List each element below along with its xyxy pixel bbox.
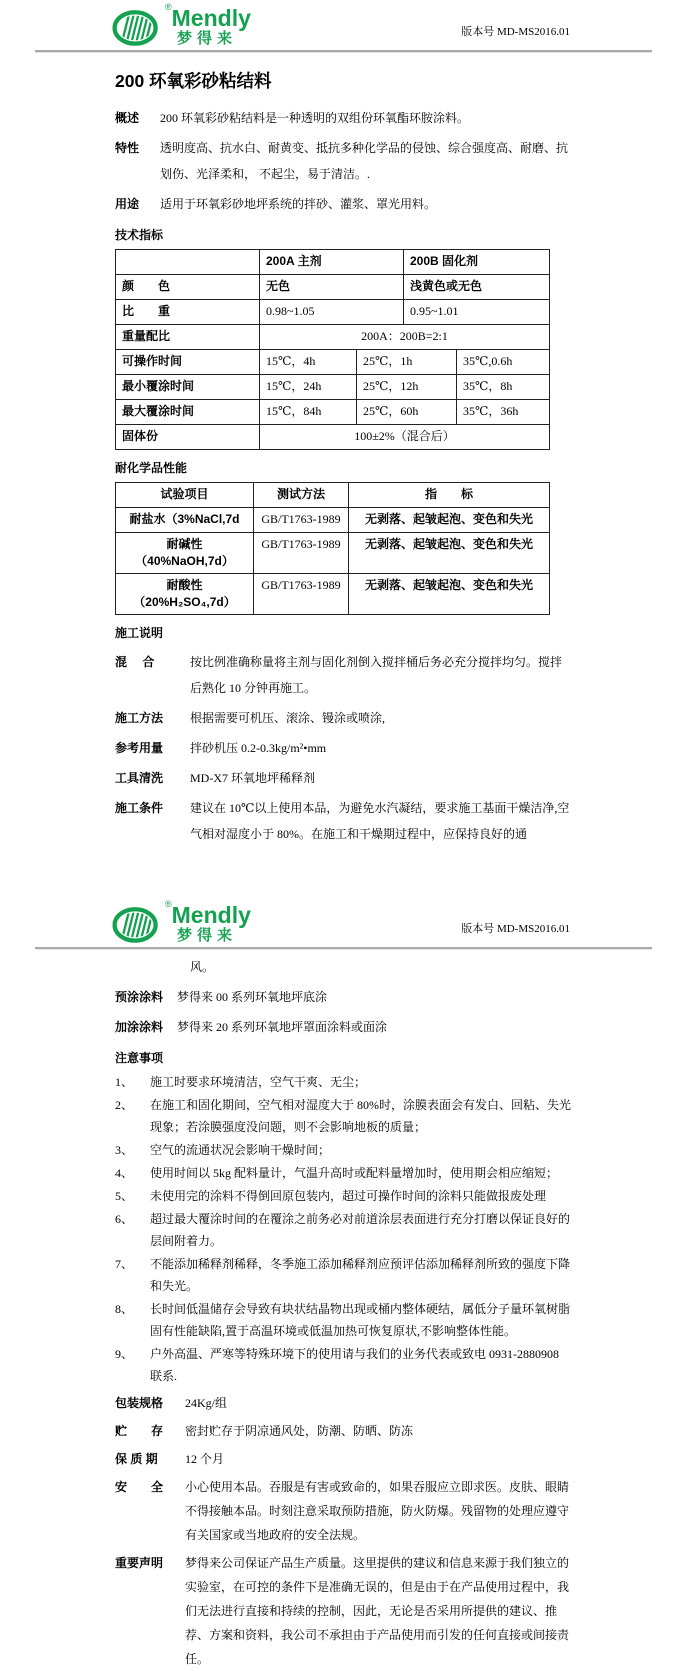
table-cell: GB/T1763-1989	[253, 533, 348, 573]
notes-heading: 注意事项	[115, 1051, 164, 1065]
table-row	[116, 324, 549, 349]
construction-heading: 施工说明	[115, 626, 164, 640]
condition-row	[115, 795, 572, 847]
table-row	[116, 250, 549, 274]
table-cell: 固体份	[122, 429, 159, 443]
table-cell: 0.95~1.01	[403, 300, 549, 324]
shelf-life-label: 保 质 期	[115, 1452, 158, 1466]
table-header-row	[116, 483, 549, 507]
note-text: 超过最大覆涂时间的在覆涂之前务必对前道涂层表面进行充分打磨以保证良好的层间附着力。	[150, 1212, 571, 1248]
table-cell: 颜 色	[122, 279, 171, 293]
page-title: 200 环氧彩砂粘结料	[115, 71, 272, 91]
table-cell: 无剥落、起皱起泡、变色和失光	[348, 574, 549, 614]
topcoat-row	[115, 1014, 572, 1040]
table-cell: 无色	[259, 275, 403, 299]
brand-text	[165, 2, 251, 47]
feature-label: 特性	[115, 141, 140, 155]
note-item	[115, 1208, 572, 1252]
tech-spec-table	[115, 249, 550, 450]
brand-text	[165, 899, 251, 944]
table-cell: 35℃,0.6h	[456, 350, 549, 374]
precoat-row	[115, 984, 572, 1010]
brand-name-cn: 梦得来	[177, 927, 238, 944]
header-rule	[35, 947, 652, 950]
feature-row	[115, 135, 572, 187]
disclaimer-text: 梦得来公司保证产品生产质量。这里提供的建议和信息来源于我们独立的实验室，在可控的条件下是准确无误的，但是由于在产品使用过程中，我们无法进行直接和持续的控制，因此，无论是否采用所提供的建议、推荐、方案和资料，我公司不承担由于产品使用而引发的任何直接或间接责任。	[185, 1556, 570, 1666]
note-number: 3、	[115, 1143, 134, 1157]
note-item	[115, 1185, 572, 1207]
tool-clean-label: 工具清洗	[115, 771, 164, 785]
usage-text: 适用于环氧彩砂地坪系统的拌砂、灌浆、罩光用料。	[160, 197, 437, 211]
shelf-life-text: 12 个月	[185, 1452, 225, 1466]
table-cell: 200A 主剂	[259, 250, 403, 274]
chem-resist-table	[115, 482, 550, 615]
table-cell: 指 标	[348, 483, 549, 507]
table-cell: 100±2%（混合后）	[259, 425, 549, 449]
mendly-logo-icon	[112, 904, 162, 944]
table-cell: 15℃，24h	[259, 375, 356, 399]
table-cell: 测试方法	[253, 483, 348, 507]
continuation-row	[115, 954, 572, 980]
precoat-label: 预涂涂料	[115, 990, 164, 1004]
table-cell: 最小覆涂时间	[122, 379, 195, 393]
version-label: 版本号 MD-MS2016.01	[461, 26, 570, 38]
note-item	[115, 1094, 572, 1138]
overview-text: 200 环氧彩砂粘结料是一种透明的双组份环氧酯环胺涂料。	[160, 111, 470, 125]
usage-row	[115, 191, 572, 217]
table-cell	[116, 250, 259, 274]
table-cell: 200B 固化剂	[403, 250, 549, 274]
brand-name-en: Mendly	[171, 5, 251, 31]
safety-label: 安 全	[115, 1480, 164, 1494]
mixing-text: 按比例准确称量将主剂与固化剂倒入搅拌桶后务必充分搅拌均匀。搅拌后熟化 10 分钟再施工。	[190, 655, 563, 695]
note-text: 在施工和固化期间，空气相对湿度大于 80%时，涂膜表面会有发白、回粘、失光现象；若涂膜强度没问题，则不会影响地板的质量；	[150, 1098, 571, 1134]
overview-label: 概述	[115, 111, 140, 125]
package-row	[115, 1391, 572, 1415]
brand-logo	[112, 2, 251, 47]
table-cell: 最大覆涂时间	[122, 404, 195, 418]
brand-logo	[112, 899, 251, 944]
note-number: 7、	[115, 1257, 134, 1271]
safety-text: 小心使用本品。吞服是有害或致命的，如果吞服应立即求医。皮肤、眼睛不得接触本品。时刻注意采取预防措施，防火防爆。残留物的处理应遵守有关国家或当地政府的安全法规。	[185, 1480, 570, 1542]
table-cell: 耐盐水（3%NaCl,7d	[129, 512, 240, 526]
dosage-label: 参考用量	[115, 741, 164, 755]
note-number: 4、	[115, 1166, 134, 1180]
table-row	[116, 507, 549, 532]
note-number: 1、	[115, 1075, 134, 1089]
registered-mark: ®	[165, 899, 172, 909]
table-row	[116, 399, 549, 424]
header-rule	[35, 50, 652, 53]
note-item	[115, 1253, 572, 1297]
table-cell: 无剥落、起皱起泡、变色和失光	[348, 508, 549, 532]
dosage-text: 拌砂机压 0.2-0.3kg/m²•mm	[190, 741, 327, 755]
version-label: 版本号 MD-MS2016.01	[461, 923, 570, 935]
mendly-logo-icon	[112, 7, 162, 47]
package-label: 包装规格	[115, 1396, 164, 1410]
method-row	[115, 705, 572, 731]
disclaimer-row	[115, 1551, 572, 1671]
disclaimer-label: 重要声明	[115, 1556, 164, 1570]
note-text: 长时间低温储存会导致有块状结晶物出现或桶内整体硬结，属低分子量环氧树脂固有性能缺陷,置于高温环境或低温加热可恢复原状,不影响整体性能。	[150, 1302, 571, 1338]
package-text: 24Kg/组	[185, 1396, 228, 1410]
table-cell: 比 重	[122, 304, 171, 318]
page2-header	[0, 897, 687, 947]
table-row	[116, 424, 549, 449]
note-item	[115, 1343, 572, 1387]
storage-text: 密封贮存于阴凉通风处，防潮、防晒、防冻	[185, 1424, 414, 1438]
table-cell: 200A：200B=2:1	[259, 325, 549, 349]
table-cell: 耐碱性（40%NaOH,7d）	[135, 537, 234, 568]
table-row	[116, 349, 549, 374]
note-text: 使用时间以 5kg 配料量计，气温升高时或配料量增加时，使用期会相应缩短；	[150, 1166, 559, 1180]
table-cell: GB/T1763-1989	[253, 508, 348, 532]
tech-spec-heading: 技术指标	[115, 228, 164, 242]
note-text: 施工时要求环境清洁，空气干爽、无尘；	[150, 1075, 367, 1089]
table-cell: 可操作时间	[122, 354, 183, 368]
condition-label: 施工条件	[115, 801, 164, 815]
table-row	[116, 532, 549, 573]
method-label: 施工方法	[115, 711, 164, 725]
note-item	[115, 1139, 572, 1161]
table-cell: 0.98~1.05	[259, 300, 403, 324]
mixing-label: 混 合	[115, 655, 155, 669]
continuation-spacer	[115, 954, 190, 980]
table-cell: 耐酸性（20%H₂SO₄,7d）	[133, 578, 236, 609]
table-cell: 25℃，12h	[356, 375, 456, 399]
brand-name-cn: 梦得来	[177, 30, 238, 47]
table-cell: 25℃，60h	[356, 400, 456, 424]
page-gap	[0, 847, 687, 897]
topcoat-label: 加涂涂料	[115, 1020, 164, 1034]
shelf-life-row	[115, 1447, 572, 1471]
table-row	[116, 573, 549, 614]
chem-resist-heading: 耐化学品性能	[115, 461, 188, 475]
feature-text: 透明度高、抗水白、耐黄变、抵抗多种化学品的侵蚀、综合强度高、耐磨、抗划伤、光泽柔和， 不起尘，易于清洁。.	[160, 141, 569, 181]
safety-row	[115, 1475, 572, 1547]
note-text: 空气的流通状况会影响干燥时间；	[150, 1143, 331, 1157]
note-item	[115, 1298, 572, 1342]
method-text: 根据需要可机压、滚涂、镘涂或喷涂,	[190, 711, 386, 725]
note-text: 不能添加稀释剂稀释，冬季施工添加稀释剂应预评估添加稀释剂所致的强度下降和失光。	[150, 1257, 571, 1293]
table-cell: 15℃，4h	[259, 350, 356, 374]
note-item	[115, 1162, 572, 1184]
registered-mark: ®	[165, 2, 172, 12]
condition-text: 建议在 10℃以上使用本品，为避免水汽凝结，要求施工基面干燥洁净,空气相对湿度小于 80%。在施工和干燥期过程中，应保持良好的通	[190, 801, 570, 841]
mixing-row	[115, 649, 572, 701]
note-number: 9、	[115, 1347, 134, 1361]
note-number: 2、	[115, 1098, 134, 1112]
overview-row	[115, 105, 572, 131]
page-2	[0, 897, 687, 1671]
note-number: 5、	[115, 1189, 134, 1203]
table-cell: 重量配比	[122, 329, 171, 343]
table-row	[116, 374, 549, 399]
tool-clean-text: MD-X7 环氧地坪稀释剂	[190, 771, 315, 785]
note-text: 户外高温、严寒等特殊环境下的使用请与我们的业务代表或致电 0931-2880908 联系.	[150, 1347, 559, 1383]
table-cell: 15℃，84h	[259, 400, 356, 424]
brand-name-en: Mendly	[171, 902, 251, 928]
table-cell: 无剥落、起皱起泡、变色和失光	[348, 533, 549, 573]
table-cell: GB/T1763-1989	[253, 574, 348, 614]
note-item	[115, 1071, 572, 1093]
table-row	[116, 274, 549, 299]
table-cell: 25℃，1h	[356, 350, 456, 374]
note-text: 未使用完的涂料不得倒回原包装内，超过可操作时间的涂料只能做报废处理	[150, 1189, 547, 1203]
tool-clean-row	[115, 765, 572, 791]
storage-row	[115, 1419, 572, 1443]
page1-header	[0, 0, 687, 50]
note-number: 8、	[115, 1302, 134, 1316]
topcoat-text: 梦得来 20 系列环氧地坪罩面涂料或面涂	[177, 1020, 388, 1034]
table-cell: 浅黄色或无色	[403, 275, 549, 299]
dosage-row	[115, 735, 572, 761]
table-cell: 试验项目	[160, 487, 209, 501]
table-cell: 35℃，8h	[456, 375, 549, 399]
usage-label: 用途	[115, 197, 140, 211]
storage-label: 贮 存	[115, 1424, 164, 1438]
precoat-text: 梦得来 00 系列环氧地坪底涂	[177, 990, 328, 1004]
continuation-text: 风。	[190, 960, 215, 974]
table-row	[116, 299, 549, 324]
table-cell: 35℃，36h	[456, 400, 549, 424]
note-number: 6、	[115, 1212, 134, 1226]
